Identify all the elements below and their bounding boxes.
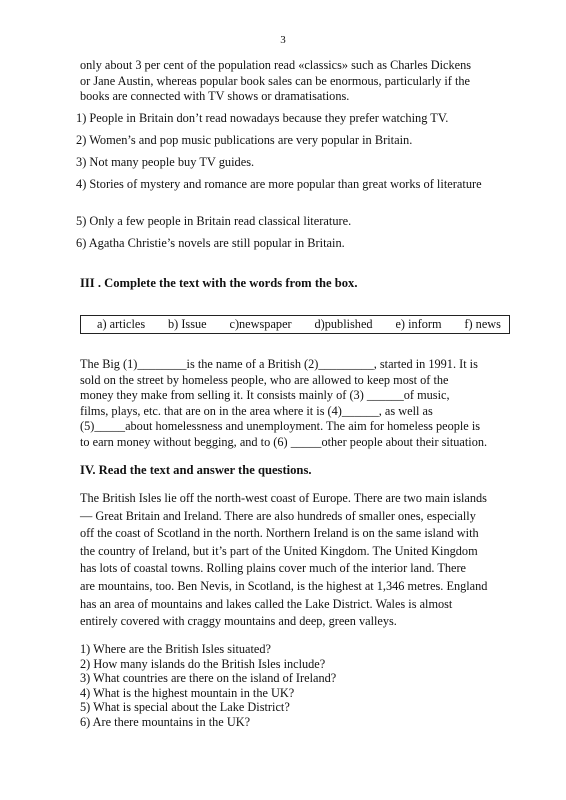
statement-4: 4) Stories of mystery and romance are more popular than great works of literature [76, 177, 482, 191]
reading-line: entirely covered with craggy mountains and deep, green valleys. [80, 614, 397, 629]
cloze-paragraph [80, 357, 508, 451]
cloze-line: to earn money without begging, and to (6) _____other people about their situation. [80, 434, 488, 449]
word-option: b) Issue [168, 317, 207, 331]
reading-line: The British Isles lie off the north-west coast of Europe. There are two main islands [80, 491, 487, 505]
intro-line: books are connected with TV shows or dramatisations. [80, 89, 350, 104]
word-option: e) inform [395, 317, 442, 331]
question-item: 5) What is special about the Lake District? [80, 700, 290, 715]
reading-line: the country of Ireland, but it’s part of the United Kingdom. The United Kingdom [80, 543, 478, 558]
word-option: d)published [314, 317, 373, 331]
word-option: f) news [464, 317, 501, 331]
question-list [80, 642, 510, 730]
reading-line: has lots of coastal towns. Rolling plains cover much of the interior land. There [80, 561, 467, 576]
intro-line: only about 3 per cent of the population read «classics» such as Charles Dickens [80, 58, 472, 72]
page-number: 3 [280, 34, 286, 46]
statement-2: 2) Women’s and pop music publications are very popular in Britain. [76, 133, 413, 147]
question-item: 6) Are there mountains in the UK? [80, 714, 251, 729]
statement-3: 3) Not many people buy TV guides. [76, 155, 255, 169]
reading-line: off the coast of Scotland in the north. Northern Ireland is on the same island with [80, 526, 479, 541]
statement-1: 1) People in Britain don’t read nowadays because they prefer watching TV. [76, 111, 449, 125]
cloze-line: films, plays, etc. that are on in the area where it is (4)______, as well as [80, 403, 433, 418]
cloze-line: money they make from selling it. It consists mainly of (3) ______of music, [80, 388, 450, 403]
word-option: a) articles [97, 317, 146, 331]
statement-5: 5) Only a few people in Britain read classical literature. [76, 214, 352, 228]
question-item: 2) How many islands do the British Isles include? [80, 656, 326, 671]
question-item: 1) Where are the British Isles situated? [80, 642, 271, 656]
reading-paragraph [80, 490, 508, 631]
cloze-line: sold on the street by homeless people, who are allowed to keep most of the [80, 372, 449, 387]
word-box [80, 315, 510, 334]
section-3-heading: III . Complete the text with the words from the box. [80, 276, 358, 290]
intro-paragraph [80, 58, 508, 105]
section-4-heading: IV. Read the text and answer the questions. [80, 463, 312, 477]
cloze-line: (5)_____about homelessness and unemployment. The aim for homeless people is [80, 419, 481, 434]
reading-line: — Great Britain and Ireland. There are also hundreds of smaller ones, especially [80, 508, 476, 523]
cloze-line: The Big (1)________is the name of a British (2)_________, started in 1991. It is [80, 357, 478, 371]
intro-line: or Jane Austin, whereas popular book sales can be enormous, particularly if the [80, 73, 470, 88]
word-option: c)newspaper [229, 317, 292, 331]
reading-line: has an area of mountains and lakes called the Lake District. Wales is almost [80, 596, 453, 611]
statement-6: 6) Agatha Christie’s novels are still popular in Britain. [76, 236, 345, 250]
question-item: 3) What countries are there on the island of Ireland? [80, 671, 337, 686]
reading-line: are mountains, too. Ben Nevis, in Scotland, is the highest at 1,346 metres. England [80, 578, 488, 593]
question-item: 4) What is the highest mountain in the UK? [80, 685, 295, 700]
